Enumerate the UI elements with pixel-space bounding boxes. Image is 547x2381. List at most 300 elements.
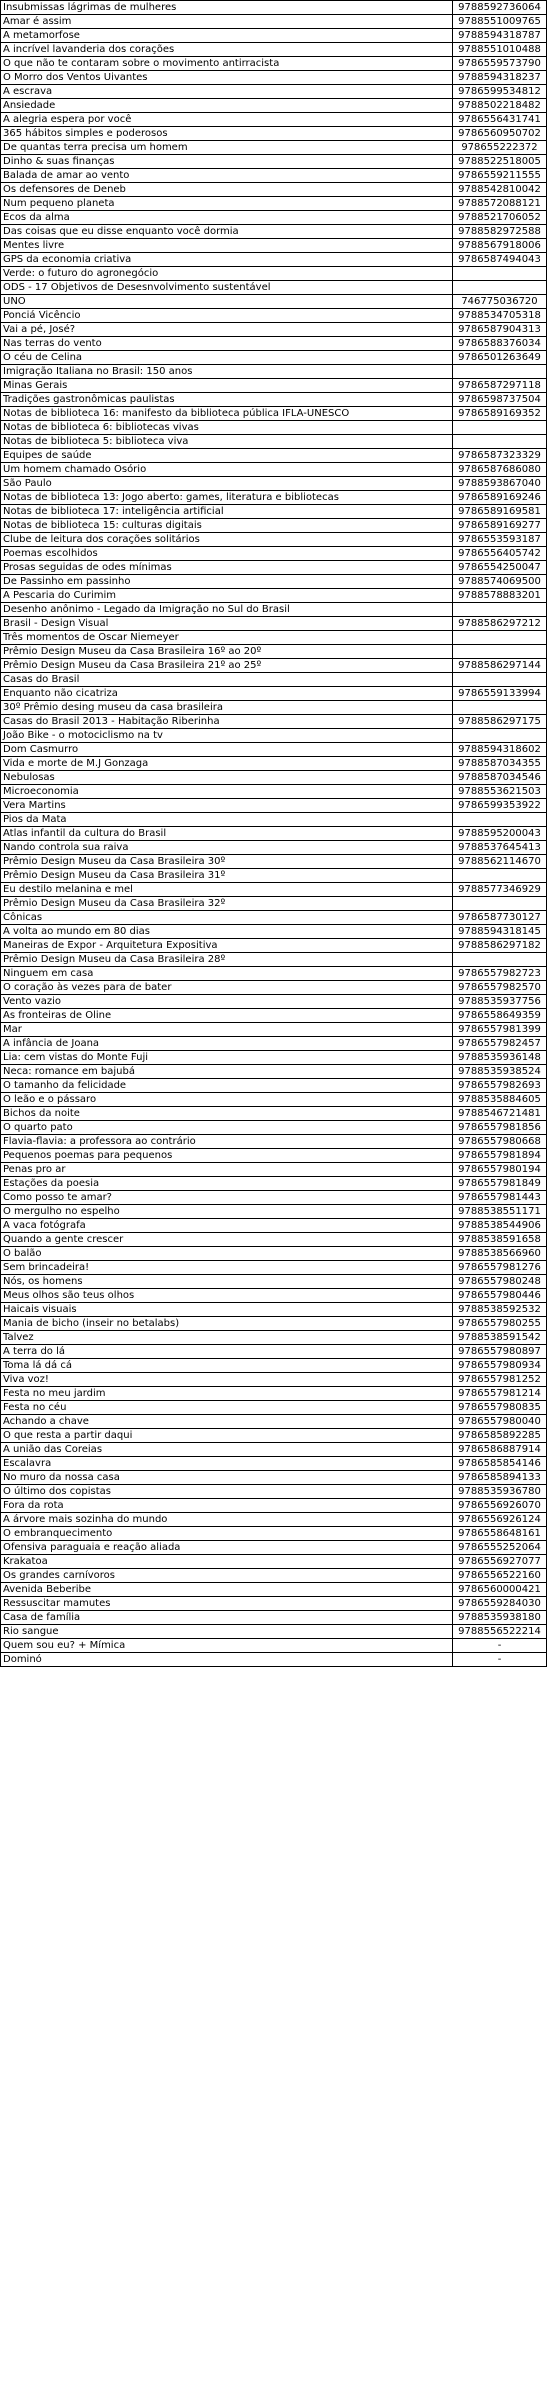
- title-cell[interactable]: Ansiedade: [1, 99, 453, 113]
- title-cell[interactable]: Ressuscitar mamutes: [1, 1597, 453, 1611]
- title-cell[interactable]: Nas terras do vento: [1, 337, 453, 351]
- title-cell[interactable]: O coração às vezes para de bater: [1, 981, 453, 995]
- isbn-cell[interactable]: 9786587904313: [453, 323, 547, 337]
- table-row: [1, 799, 547, 813]
- title-cell[interactable]: Desenho anônimo - Legado da Imigração no Sul do Brasil: [1, 603, 453, 617]
- isbn-cell[interactable]: 9786557980040: [453, 1415, 547, 1429]
- title-cell[interactable]: O quarto pato: [1, 1121, 453, 1135]
- isbn-cell[interactable]: 9786588376034: [453, 337, 547, 351]
- isbn-cell[interactable]: 9788542810042: [453, 183, 547, 197]
- table-row: [1, 841, 547, 855]
- isbn-cell[interactable]: 9786557981856: [453, 1121, 547, 1135]
- title-cell[interactable]: Notas de biblioteca 15: culturas digitais: [1, 519, 453, 533]
- isbn-cell[interactable]: 9786560000421: [453, 1583, 547, 1597]
- table-row: [1, 715, 547, 729]
- table-row: [1, 365, 547, 379]
- isbn-cell[interactable]: 9788595200043: [453, 827, 547, 841]
- title-cell[interactable]: Das coisas que eu disse enquanto você dormia: [1, 225, 453, 239]
- title-cell[interactable]: A alegria espera por você: [1, 113, 453, 127]
- isbn-cell[interactable]: [453, 897, 547, 911]
- title-cell[interactable]: Vera Martins: [1, 799, 453, 813]
- title-cell[interactable]: Maneiras de Expor - Arquitetura Expositiva: [1, 939, 453, 953]
- isbn-cell[interactable]: 9788582972588: [453, 225, 547, 239]
- title-cell[interactable]: O mergulho no espelho: [1, 1205, 453, 1219]
- table-row: [1, 57, 547, 71]
- title-cell[interactable]: Brasil - Design Visual: [1, 617, 453, 631]
- table-row: [1, 701, 547, 715]
- isbn-cell[interactable]: 9788556522214: [453, 1625, 547, 1639]
- isbn-cell[interactable]: 9786557981252: [453, 1373, 547, 1387]
- title-cell[interactable]: A metamorfose: [1, 29, 453, 43]
- isbn-cell[interactable]: 9788553621503: [453, 785, 547, 799]
- title-cell[interactable]: De Passinho em passinho: [1, 575, 453, 589]
- isbn-cell[interactable]: 9786501263649: [453, 351, 547, 365]
- table-row: [1, 1275, 547, 1289]
- title-cell[interactable]: No muro da nossa casa: [1, 1471, 453, 1485]
- table-row: [1, 29, 547, 43]
- title-cell[interactable]: Os grandes carnívoros: [1, 1569, 453, 1583]
- isbn-cell[interactable]: [453, 281, 547, 295]
- isbn-cell[interactable]: 9786558648161: [453, 1527, 547, 1541]
- isbn-cell[interactable]: [453, 631, 547, 645]
- isbn-cell[interactable]: [453, 421, 547, 435]
- title-cell[interactable]: O Morro dos Ventos Uivantes: [1, 71, 453, 85]
- title-cell[interactable]: O último dos copistas: [1, 1485, 453, 1499]
- title-cell[interactable]: Microeconomia: [1, 785, 453, 799]
- title-cell[interactable]: Festa no meu jardim: [1, 1387, 453, 1401]
- title-cell[interactable]: Notas de biblioteca 5: biblioteca viva: [1, 435, 453, 449]
- title-cell[interactable]: Tradições gastronômicas paulistas: [1, 393, 453, 407]
- isbn-cell[interactable]: 9786557980897: [453, 1345, 547, 1359]
- title-cell[interactable]: Prêmio Design Museu da Casa Brasileira 32º: [1, 897, 453, 911]
- table-row: [1, 533, 547, 547]
- isbn-cell[interactable]: 9786587730127: [453, 911, 547, 925]
- isbn-cell[interactable]: 9786557981894: [453, 1149, 547, 1163]
- title-cell[interactable]: Quem sou eu? + Mímica: [1, 1639, 453, 1653]
- table-row: [1, 491, 547, 505]
- isbn-cell[interactable]: 9788535938524: [453, 1065, 547, 1079]
- title-cell[interactable]: Prêmio Design Museu da Casa Brasileira 28º: [1, 953, 453, 967]
- isbn-cell[interactable]: 9788537645413: [453, 841, 547, 855]
- title-cell[interactable]: Insubmissas lágrimas de mulheres: [1, 1, 453, 15]
- title-cell[interactable]: GPS da economia criativa: [1, 253, 453, 267]
- title-cell[interactable]: Imigração Italiana no Brasil: 150 anos: [1, 365, 453, 379]
- isbn-cell[interactable]: 9786559284030: [453, 1597, 547, 1611]
- isbn-cell[interactable]: 9788577346929: [453, 883, 547, 897]
- isbn-cell[interactable]: 9788594318787: [453, 29, 547, 43]
- isbn-cell[interactable]: 9786557982723: [453, 967, 547, 981]
- isbn-cell[interactable]: 9786557982457: [453, 1037, 547, 1051]
- isbn-cell[interactable]: 9788551009765: [453, 15, 547, 29]
- isbn-cell[interactable]: 9786557980194: [453, 1163, 547, 1177]
- isbn-cell[interactable]: 9788574069500: [453, 575, 547, 589]
- isbn-cell[interactable]: 9786586887914: [453, 1443, 547, 1457]
- title-cell[interactable]: Balada de amar ao vento: [1, 169, 453, 183]
- isbn-cell[interactable]: 9788592736064: [453, 1, 547, 15]
- isbn-cell[interactable]: 9786556926070: [453, 1499, 547, 1513]
- isbn-cell[interactable]: 9788572088121: [453, 197, 547, 211]
- table-row: [1, 1611, 547, 1625]
- table-row: [1, 995, 547, 1009]
- title-cell[interactable]: Notas de biblioteca 16: manifesto da biblioteca pública IFLA-UNESCO: [1, 407, 453, 421]
- isbn-cell[interactable]: [453, 869, 547, 883]
- title-cell[interactable]: Num pequeno planeta: [1, 197, 453, 211]
- title-cell[interactable]: Prêmio Design Museu da Casa Brasileira 30º: [1, 855, 453, 869]
- isbn-cell[interactable]: -: [453, 1639, 547, 1653]
- table-row: [1, 869, 547, 883]
- isbn-cell[interactable]: 9786598737504: [453, 393, 547, 407]
- isbn-cell[interactable]: 9786557980668: [453, 1135, 547, 1149]
- isbn-cell[interactable]: 746775036720: [453, 295, 547, 309]
- isbn-cell[interactable]: 9788521706052: [453, 211, 547, 225]
- isbn-cell[interactable]: 9786557981214: [453, 1387, 547, 1401]
- title-cell[interactable]: Vai a pé, José?: [1, 323, 453, 337]
- title-cell[interactable]: Ponciá Vicêncio: [1, 309, 453, 323]
- isbn-cell[interactable]: 9788593867040: [453, 477, 547, 491]
- title-cell[interactable]: Fora da rota: [1, 1499, 453, 1513]
- title-cell[interactable]: Rio sangue: [1, 1625, 453, 1639]
- title-cell[interactable]: Ecos da alma: [1, 211, 453, 225]
- isbn-cell[interactable]: 9788586297182: [453, 939, 547, 953]
- title-cell[interactable]: Mar: [1, 1023, 453, 1037]
- isbn-cell[interactable]: 9788538544906: [453, 1219, 547, 1233]
- table-row: [1, 1513, 547, 1527]
- isbn-cell[interactable]: 9786599353922: [453, 799, 547, 813]
- isbn-cell[interactable]: 9788538566960: [453, 1247, 547, 1261]
- table-row: [1, 1135, 547, 1149]
- title-cell[interactable]: Os defensores de Deneb: [1, 183, 453, 197]
- isbn-cell[interactable]: 9788535936148: [453, 1051, 547, 1065]
- title-cell[interactable]: Poemas escolhidos: [1, 547, 453, 561]
- isbn-cell[interactable]: 9786560950702: [453, 127, 547, 141]
- isbn-cell[interactable]: 9788578883201: [453, 589, 547, 603]
- title-cell[interactable]: Amar é assim: [1, 15, 453, 29]
- title-cell[interactable]: São Paulo: [1, 477, 453, 491]
- table-row: [1, 1107, 547, 1121]
- isbn-cell[interactable]: 9788538551171: [453, 1205, 547, 1219]
- title-cell[interactable]: A terra do lá: [1, 1345, 453, 1359]
- table-row: [1, 225, 547, 239]
- isbn-cell[interactable]: 9788594318602: [453, 743, 547, 757]
- isbn-cell[interactable]: [453, 603, 547, 617]
- isbn-cell[interactable]: 9788594318145: [453, 925, 547, 939]
- title-cell[interactable]: O tamanho da felicidade: [1, 1079, 453, 1093]
- isbn-cell[interactable]: 9788522518005: [453, 155, 547, 169]
- table-row: [1, 1485, 547, 1499]
- title-cell[interactable]: Achando a chave: [1, 1415, 453, 1429]
- table-row: [1, 449, 547, 463]
- table-row: [1, 99, 547, 113]
- title-cell[interactable]: Meus olhos são teus olhos: [1, 1289, 453, 1303]
- isbn-cell[interactable]: [453, 813, 547, 827]
- title-cell[interactable]: O embranquecimento: [1, 1527, 453, 1541]
- isbn-cell[interactable]: 9786553593187: [453, 533, 547, 547]
- title-cell[interactable]: Como posso te amar?: [1, 1191, 453, 1205]
- title-cell[interactable]: Vento vazio: [1, 995, 453, 1009]
- table-row: [1, 1247, 547, 1261]
- title-cell[interactable]: Toma lá dá cá: [1, 1359, 453, 1373]
- title-cell[interactable]: Notas de biblioteca 13: Jogo aberto: games, literatura e bibliotecas: [1, 491, 453, 505]
- isbn-cell[interactable]: 9786557980835: [453, 1401, 547, 1415]
- isbn-cell[interactable]: 9786589169581: [453, 505, 547, 519]
- title-cell[interactable]: UNO: [1, 295, 453, 309]
- isbn-cell[interactable]: 9788551010488: [453, 43, 547, 57]
- title-cell[interactable]: A união das Coreias: [1, 1443, 453, 1457]
- title-cell[interactable]: Talvez: [1, 1331, 453, 1345]
- isbn-cell[interactable]: 9786557980934: [453, 1359, 547, 1373]
- title-cell[interactable]: Lia: cem vistas do Monte Fuji: [1, 1051, 453, 1065]
- title-cell[interactable]: Dominó: [1, 1653, 453, 1667]
- title-cell[interactable]: Prosas seguidas de odes mínimas: [1, 561, 453, 575]
- title-cell[interactable]: As fronteiras de Oline: [1, 1009, 453, 1023]
- isbn-cell[interactable]: 9788586297175: [453, 715, 547, 729]
- title-cell[interactable]: Quando a gente crescer: [1, 1233, 453, 1247]
- isbn-cell[interactable]: 9788586297212: [453, 617, 547, 631]
- isbn-cell[interactable]: 9786557980248: [453, 1275, 547, 1289]
- table-row: [1, 827, 547, 841]
- title-cell[interactable]: Notas de biblioteca 6: bibliotecas vivas: [1, 421, 453, 435]
- isbn-cell[interactable]: 9786587297118: [453, 379, 547, 393]
- isbn-cell[interactable]: 9788535938180: [453, 1611, 547, 1625]
- title-cell[interactable]: ODS - 17 Objetivos de Desesnvolvimento sustentável: [1, 281, 453, 295]
- isbn-cell[interactable]: 9786556926124: [453, 1513, 547, 1527]
- isbn-cell[interactable]: 9786559573790: [453, 57, 547, 71]
- isbn-cell[interactable]: 9788538591658: [453, 1233, 547, 1247]
- isbn-cell[interactable]: 9786599534812: [453, 85, 547, 99]
- title-cell[interactable]: A volta ao mundo em 80 dias: [1, 925, 453, 939]
- table-row: [1, 659, 547, 673]
- title-cell[interactable]: Prêmio Design Museu da Casa Brasileira 16º ao 20º: [1, 645, 453, 659]
- title-cell[interactable]: Equipes de saúde: [1, 449, 453, 463]
- title-cell[interactable]: Atlas infantil da cultura do Brasil: [1, 827, 453, 841]
- table-row: [1, 1471, 547, 1485]
- isbn-cell[interactable]: 9788546721481: [453, 1107, 547, 1121]
- table-row: [1, 589, 547, 603]
- table-row: [1, 1457, 547, 1471]
- title-cell[interactable]: A escrava: [1, 85, 453, 99]
- title-cell[interactable]: Avenida Beberibe: [1, 1583, 453, 1597]
- isbn-cell[interactable]: [453, 701, 547, 715]
- title-cell[interactable]: Casa de família: [1, 1611, 453, 1625]
- table-row: [1, 253, 547, 267]
- isbn-cell[interactable]: 9786556522160: [453, 1569, 547, 1583]
- isbn-cell[interactable]: 9788502218482: [453, 99, 547, 113]
- isbn-cell[interactable]: 9786557982570: [453, 981, 547, 995]
- isbn-cell[interactable]: 9786557980255: [453, 1317, 547, 1331]
- isbn-cell[interactable]: 9786554250047: [453, 561, 547, 575]
- title-cell[interactable]: Enquanto não cicatriza: [1, 687, 453, 701]
- title-cell[interactable]: Casas do Brasil: [1, 673, 453, 687]
- title-cell[interactable]: O que não te contaram sobre o movimento antirracista: [1, 57, 453, 71]
- isbn-cell[interactable]: 9788586297144: [453, 659, 547, 673]
- isbn-cell[interactable]: 9788534705318: [453, 309, 547, 323]
- isbn-cell[interactable]: 9788567918006: [453, 239, 547, 253]
- table-row: [1, 1639, 547, 1653]
- table-row: [1, 211, 547, 225]
- title-cell[interactable]: De quantas terra precisa um homem: [1, 141, 453, 155]
- isbn-cell[interactable]: 9786589169352: [453, 407, 547, 421]
- table-row: [1, 435, 547, 449]
- isbn-cell[interactable]: 9786587494043: [453, 253, 547, 267]
- isbn-cell[interactable]: [453, 673, 547, 687]
- title-cell[interactable]: Dom Casmurro: [1, 743, 453, 757]
- table-row: [1, 421, 547, 435]
- table-row: [1, 1023, 547, 1037]
- title-cell[interactable]: A árvore mais sozinha do mundo: [1, 1513, 453, 1527]
- isbn-cell[interactable]: [453, 365, 547, 379]
- isbn-cell[interactable]: 9786556927077: [453, 1555, 547, 1569]
- title-cell[interactable]: O céu de Celina: [1, 351, 453, 365]
- isbn-cell[interactable]: [453, 953, 547, 967]
- isbn-cell[interactable]: 9786557981849: [453, 1177, 547, 1191]
- title-cell[interactable]: Flavia-flavia: a professora ao contrário: [1, 1135, 453, 1149]
- title-cell[interactable]: Nando controla sua raiva: [1, 841, 453, 855]
- title-cell[interactable]: Bichos da noite: [1, 1107, 453, 1121]
- table-row: [1, 1387, 547, 1401]
- table-row: [1, 1233, 547, 1247]
- isbn-cell[interactable]: 9788535936780: [453, 1485, 547, 1499]
- title-cell[interactable]: Notas de biblioteca 17: inteligência artificial: [1, 505, 453, 519]
- table-row: [1, 1569, 547, 1583]
- isbn-cell[interactable]: 9786555252064: [453, 1541, 547, 1555]
- isbn-cell[interactable]: 9786587686080: [453, 463, 547, 477]
- isbn-cell[interactable]: [453, 645, 547, 659]
- isbn-cell[interactable]: 9786585892285: [453, 1429, 547, 1443]
- title-cell[interactable]: A infância de Joana: [1, 1037, 453, 1051]
- isbn-cell[interactable]: 9788587034546: [453, 771, 547, 785]
- isbn-cell[interactable]: 9786557981276: [453, 1261, 547, 1275]
- table-row: [1, 1219, 547, 1233]
- isbn-cell[interactable]: 9786557981399: [453, 1023, 547, 1037]
- title-cell[interactable]: 365 hábitos simples e poderosos: [1, 127, 453, 141]
- table-row: [1, 575, 547, 589]
- table-row: [1, 729, 547, 743]
- table-row: [1, 351, 547, 365]
- isbn-cell[interactable]: [453, 267, 547, 281]
- table-row: [1, 267, 547, 281]
- table-row: [1, 1163, 547, 1177]
- title-cell[interactable]: Ofensiva paraguaia e reação aliada: [1, 1541, 453, 1555]
- title-cell[interactable]: Krakatoa: [1, 1555, 453, 1569]
- title-cell[interactable]: O balão: [1, 1247, 453, 1261]
- isbn-cell[interactable]: 9788562114670: [453, 855, 547, 869]
- isbn-cell[interactable]: 9788587034355: [453, 757, 547, 771]
- table-row: [1, 1331, 547, 1345]
- title-cell[interactable]: Um homem chamado Osório: [1, 463, 453, 477]
- isbn-cell[interactable]: [453, 435, 547, 449]
- title-cell[interactable]: Três momentos de Oscar Niemeyer: [1, 631, 453, 645]
- title-cell[interactable]: Mentes livre: [1, 239, 453, 253]
- title-cell[interactable]: Ninguem em casa: [1, 967, 453, 981]
- title-cell[interactable]: Eu destilo melanina e mel: [1, 883, 453, 897]
- table-row: [1, 1205, 547, 1219]
- isbn-cell[interactable]: 9788594318237: [453, 71, 547, 85]
- isbn-cell[interactable]: 9786589169277: [453, 519, 547, 533]
- isbn-cell[interactable]: [453, 729, 547, 743]
- table-row: [1, 295, 547, 309]
- isbn-cell[interactable]: 9786558649359: [453, 1009, 547, 1023]
- title-cell[interactable]: A incrível lavanderia dos corações: [1, 43, 453, 57]
- table-row: [1, 757, 547, 771]
- table-row: [1, 1345, 547, 1359]
- table-row: [1, 1359, 547, 1373]
- isbn-cell[interactable]: 9786585894133: [453, 1471, 547, 1485]
- title-cell[interactable]: Prêmio Design Museu da Casa Brasileira 21º ao 25º: [1, 659, 453, 673]
- title-cell[interactable]: Estações da poesia: [1, 1177, 453, 1191]
- isbn-cell[interactable]: 978655222372: [453, 141, 547, 155]
- isbn-cell[interactable]: 9788538592532: [453, 1303, 547, 1317]
- table-row: [1, 85, 547, 99]
- title-cell[interactable]: Cônicas: [1, 911, 453, 925]
- title-cell[interactable]: A vaca fotógrafa: [1, 1219, 453, 1233]
- table-row: [1, 1541, 547, 1555]
- title-cell[interactable]: Festa no céu: [1, 1401, 453, 1415]
- title-cell[interactable]: Minas Gerais: [1, 379, 453, 393]
- title-cell[interactable]: João Bike - o motociclismo na tv: [1, 729, 453, 743]
- table-row: [1, 239, 547, 253]
- table-row: [1, 673, 547, 687]
- title-cell[interactable]: Verde: o futuro do agronegócio: [1, 267, 453, 281]
- title-cell[interactable]: Viva voz!: [1, 1373, 453, 1387]
- isbn-cell[interactable]: -: [453, 1653, 547, 1667]
- table-row: [1, 981, 547, 995]
- table-row: [1, 1079, 547, 1093]
- isbn-cell[interactable]: 9786556405742: [453, 547, 547, 561]
- isbn-cell[interactable]: 9788538591542: [453, 1331, 547, 1345]
- title-cell[interactable]: O leão e o pássaro: [1, 1093, 453, 1107]
- isbn-cell[interactable]: 9786559211555: [453, 169, 547, 183]
- title-cell[interactable]: 30º Prêmio desing museu da casa brasileira: [1, 701, 453, 715]
- title-cell[interactable]: Prêmio Design Museu da Casa Brasileira 31º: [1, 869, 453, 883]
- table-row: [1, 813, 547, 827]
- title-cell[interactable]: Vida e morte de M.J Gonzaga: [1, 757, 453, 771]
- isbn-cell[interactable]: 9786557982693: [453, 1079, 547, 1093]
- title-cell[interactable]: O que resta a partir daqui: [1, 1429, 453, 1443]
- title-cell[interactable]: Mania de bicho (inseir no betalabs): [1, 1317, 453, 1331]
- isbn-cell[interactable]: 9786587323329: [453, 449, 547, 463]
- isbn-cell[interactable]: 9788535884605: [453, 1093, 547, 1107]
- isbn-cell[interactable]: 9788535937756: [453, 995, 547, 1009]
- title-cell[interactable]: Penas pro ar: [1, 1163, 453, 1177]
- table-row: [1, 197, 547, 211]
- isbn-cell[interactable]: 9786589169246: [453, 491, 547, 505]
- title-cell[interactable]: Dinho & suas finanças: [1, 155, 453, 169]
- title-cell[interactable]: Clube de leitura dos corações solitários: [1, 533, 453, 547]
- table-row: [1, 1191, 547, 1205]
- title-cell[interactable]: A Pescaria do Curimim: [1, 589, 453, 603]
- book-list-body: [1, 1, 547, 1667]
- isbn-cell[interactable]: 9786585854146: [453, 1457, 547, 1471]
- table-row: [1, 1303, 547, 1317]
- isbn-cell[interactable]: 9786559133994: [453, 687, 547, 701]
- table-row: [1, 547, 547, 561]
- isbn-cell[interactable]: 9786557981443: [453, 1191, 547, 1205]
- table-row: [1, 1555, 547, 1569]
- title-cell[interactable]: Pequenos poemas para pequenos: [1, 1149, 453, 1163]
- isbn-cell[interactable]: 9786557980446: [453, 1289, 547, 1303]
- title-cell[interactable]: Nós, os homens: [1, 1275, 453, 1289]
- title-cell[interactable]: Neca: romance em bajubá: [1, 1065, 453, 1079]
- title-cell[interactable]: Pios da Mata: [1, 813, 453, 827]
- title-cell[interactable]: Nebulosas: [1, 771, 453, 785]
- title-cell[interactable]: Sem brincadeira!: [1, 1261, 453, 1275]
- isbn-cell[interactable]: 9786556431741: [453, 113, 547, 127]
- title-cell[interactable]: Escalavra: [1, 1457, 453, 1471]
- table-row: [1, 897, 547, 911]
- title-cell[interactable]: Casas do Brasil 2013 - Habitação Riberinha: [1, 715, 453, 729]
- title-cell[interactable]: Haicais visuais: [1, 1303, 453, 1317]
- table-row: [1, 113, 547, 127]
